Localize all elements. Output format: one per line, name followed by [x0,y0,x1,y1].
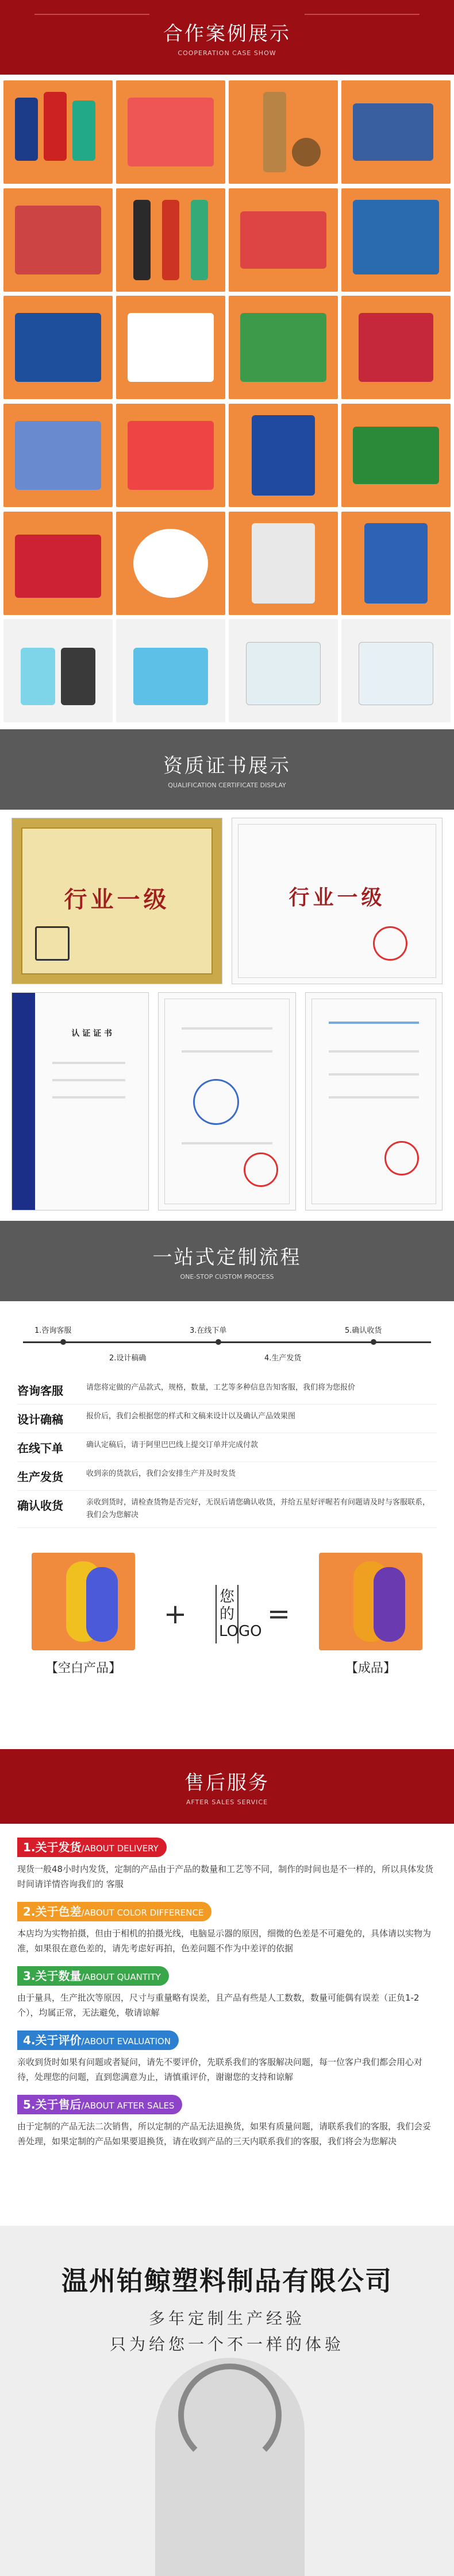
after-tag-en: /ABOUT DELIVERY [81,1843,159,1854]
case-photo [229,404,338,507]
after-title: 售后服务 [184,1772,270,1794]
after-tag-en: /ABOUT AFTER SALES [81,2101,175,2111]
product-equation [17,1540,437,1689]
company-name: 温州铂鲸塑料制品有限公司 [61,2265,393,2296]
flow-row [17,1462,437,1491]
final-product [319,1553,422,1676]
after-banner [0,1749,454,1824]
after-tag [17,2030,179,2050]
opener-icon [86,1567,118,1642]
flow-step-1 [34,1324,71,1335]
flow-step-2 [109,1352,146,1363]
after-text: 现货一般48小时内发货，定制的产品由于产品的数量和工艺等不同，制作的时间也是不一样的，所以具体发货时间请详情咨询我们的 客服 [17,1864,434,1889]
after-item-evaluation [17,2030,437,2084]
flow-steps [17,1313,437,1370]
banner-deco-right [305,14,420,15]
case-photo [116,80,225,184]
case-photo [341,404,451,507]
seal-icon [193,1079,239,1125]
flow-step-label: 2.设计稿确 [109,1354,147,1363]
after-tag-head: 5.关于售后 [23,2098,82,2111]
after-text: 由于量具，生产批次等原因，尺寸与重量略有误差，且产品有些是人工数数，数量可能偶有误差（正负1-2个），均属正常，无法避免，敬请谅解 [17,1993,420,2018]
flow-row [17,1491,437,1528]
cert-report-1 [158,992,295,1210]
flow-step-label: 1.咨询客服 [34,1326,72,1335]
cert-row-2 [11,992,443,1210]
flow-step-5 [345,1324,382,1335]
after-tag [17,1902,211,1921]
case-photo [341,619,451,722]
seal-icon [373,926,407,961]
after-text: 本店均为实物拍摄，但由于相机的拍摄光线，电脑显示器的原因，细微的色差是不可避免的，具体请以实物为准，如果很在意色差的，请先考虑好再拍，色差问题不作为中差评的依据 [17,1928,432,1954]
after-tag-en: /ABOUT QUANTITY [81,1972,161,1982]
cert-gold [11,818,222,984]
cert-line [329,1096,419,1099]
cases-title: 合作案例展示 [163,22,291,45]
cert-line [182,1050,272,1053]
after-item-quantity [17,1966,437,2020]
case-photo [116,512,225,615]
flow-row-value: 请您将定做的产品款式，规格，数量，工艺等多种信息告知客服，我们将为您报价 [86,1383,356,1392]
flow-row-key: 在线下单 [17,1441,63,1455]
cert-line [182,1027,272,1030]
seal-icon [384,1141,419,1175]
after-item-delivery [17,1838,437,1892]
flow-banner [0,1221,454,1301]
cert-line [52,1079,125,1081]
flow-step-label: 4.生产发货 [264,1354,302,1363]
cert-side-bar [12,993,35,1210]
certs-subtitle: QUALIFICATION CERTIFICATE DISPLAY [168,782,286,789]
after-text: 由于定制的产品无法二次销售，所以定制的产品无法退换货，如果有质量问题，请联系我们的客服，我们会妥善处理，如果定制的产品如果要退换货，请在收到产品的三天内联系我们的客服，我们将会为您解决 [17,2121,432,2146]
certs-banner [0,729,454,810]
case-photo [3,296,113,399]
flow-bar [23,1341,431,1343]
case-photo [229,619,338,722]
after-tag-en: /ABOUT COLOR DIFFERENCE [81,1908,204,1918]
flow-row [17,1405,437,1433]
case-photo [341,512,451,615]
flow-step-label: 5.确认收货 [345,1326,382,1335]
cert-white-1 [232,818,443,984]
cert-row-1 [11,818,443,984]
cert-line [329,1073,419,1076]
case-photo [3,619,113,722]
case-photo [229,80,338,184]
blank-product-image [32,1553,135,1650]
after-text: 亲收到货时如果有问题或者疑问，请先不要评价，先联系我们的客服解决问题，每一位客户我们都会用心对待，处理您的问题，直到您满意为止，请慎重评价，谢谢您的支持和谅解 [17,2057,423,2082]
cases-subtitle: COOPERATION CASE SHOW [178,49,276,57]
flow-title: 一站式定制流程 [152,1246,302,1269]
cert-white-grade: 行业一级 [288,886,386,910]
case-photo [341,296,451,399]
case-photo [3,188,113,292]
flow-row-value: 收到亲的货款后，我们会安排生产并及时发货 [86,1469,236,1478]
your-logo-box: 您的LOGO [216,1585,238,1643]
cert-line [52,1062,125,1064]
case-photo [3,404,113,507]
cert-blue-side [11,992,149,1210]
case-photo [116,188,225,292]
flow-step-3 [190,1324,226,1335]
cases-banner [0,0,454,75]
flow-step-4 [264,1352,301,1363]
flow-row [17,1376,437,1405]
after-tag-head: 2.关于色差 [23,1905,82,1919]
after-tag-en: /ABOUT EVALUATION [81,2036,171,2047]
flow-row-key: 生产发货 [17,1470,63,1484]
opener-icon [374,1567,405,1642]
case-photo [116,404,225,507]
cert-title: 认 证 证 书 [71,1029,112,1038]
headset-icon [178,2364,282,2467]
certs-title: 资质证书展示 [163,755,291,778]
slogan-2: 只为给您一个不一样的体验 [109,2335,344,2354]
blank-product-label: 【空白产品】 [45,1661,121,1676]
plus-symbol: + [163,1598,187,1630]
cert-report-2 [305,992,443,1210]
final-product-label: 【成品】 [345,1661,397,1676]
case-photo [116,296,225,399]
flow-row-key: 咨询客服 [17,1384,63,1398]
equals-symbol: = [267,1598,291,1630]
blank-product [32,1553,135,1676]
cert-line [329,1050,419,1053]
flow-row-key: 确认收货 [17,1499,63,1513]
flow-row-value: 报价后，我们会根据您的样式和文稿来设计以及确认产品效果图 [86,1412,296,1421]
after-tag [17,1966,169,1986]
after-section [0,1824,454,2226]
case-photo [341,188,451,292]
case-photo [229,188,338,292]
case-photo [229,296,338,399]
flow-step-label: 3.在线下单 [190,1326,227,1335]
cert-gold-grade: 行业一级 [64,887,170,913]
flow-rows [17,1376,437,1528]
case-photo [229,512,338,615]
cert-line [52,1096,125,1099]
case-photo [3,80,113,184]
flow-row-value: 确认定稿后，请于阿里巴巴线上提交订单并完成付款 [86,1441,259,1449]
certs-area [0,810,454,1221]
after-tag-head: 3.关于数量 [23,1969,82,1983]
case-photo [116,619,225,722]
after-item-aftersales [17,2095,437,2149]
flow-row-value: 亲收到货时，请检查货物是否完好，无误后请您确认收货，并给五星好评喔若有问题请及时与客服联系，我们会为您解决 [86,1498,430,1519]
flow-row [17,1433,437,1462]
flow-row-key: 设计确稿 [17,1413,63,1426]
case-photo [3,512,113,615]
flow-subtitle: ONE-STOP CUSTOM PROCESS [180,1273,274,1281]
after-subtitle: AFTER SALES SERVICE [186,1798,268,1806]
seal-icon [244,1152,278,1187]
cert-line [182,1142,272,1144]
cert-line [329,1022,419,1024]
case-photo-grid [0,75,454,729]
after-tag-head: 4.关于评价 [23,2033,82,2047]
after-tag-head: 1.关于发货 [23,1840,82,1854]
banner-deco-left [34,14,149,15]
case-photo [341,80,451,184]
seal-icon [35,926,70,961]
after-item-color [17,1902,437,1956]
after-tag [17,2095,182,2114]
footer [0,2226,454,2576]
final-product-image [319,1553,422,1650]
slogan-1: 多年定制生产经验 [148,2309,305,2328]
cert-frame [311,999,436,1204]
after-tag [17,1838,167,1857]
flow-section [0,1301,454,1749]
